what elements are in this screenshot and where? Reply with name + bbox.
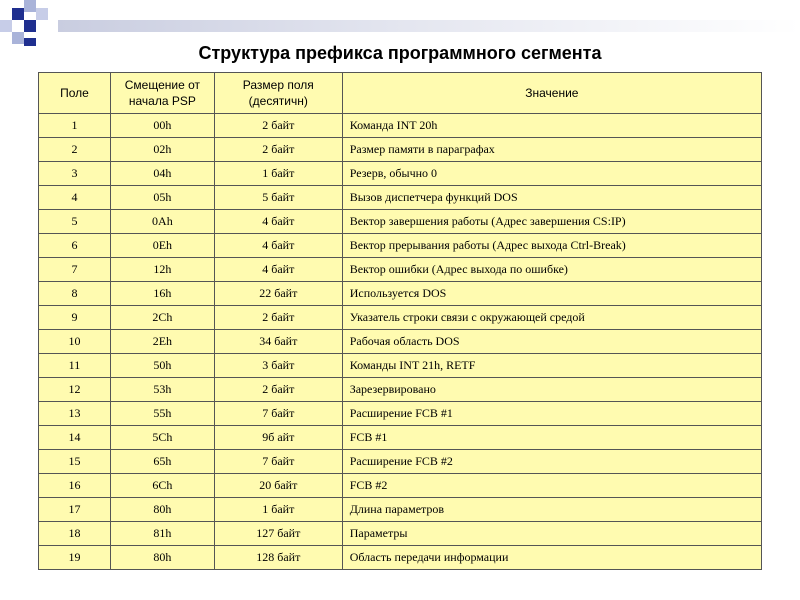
slide-title: Структура префикса программного сегмента [198,43,602,63]
cell-field: 5 [39,210,111,234]
cell-meaning: Зарезервировано [342,378,761,402]
table-header-row [39,73,762,114]
cell-size: 128 байт [214,546,342,570]
table-row [39,522,762,546]
table-row [39,450,762,474]
cell-size: 34 байт [214,330,342,354]
header-gradient-bar [58,20,800,32]
cell-size: 4 байт [214,258,342,282]
decor-square [24,20,36,32]
cell-size: 4 байт [214,234,342,258]
cell-meaning: Команда INT 20h [342,114,761,138]
cell-offset: 2Eh [110,330,214,354]
cell-offset: 50h [110,354,214,378]
table-row [39,234,762,258]
header-meaning: Значение [342,73,761,114]
cell-meaning: Расширение FCB #2 [342,450,761,474]
cell-offset: 81h [110,522,214,546]
table-row [39,426,762,450]
header-size: Размер поля (десятичн) [214,73,342,114]
cell-offset: 65h [110,450,214,474]
cell-field: 3 [39,162,111,186]
decor-square [0,20,12,32]
cell-field: 8 [39,282,111,306]
cell-offset: 80h [110,498,214,522]
cell-size: 20 байт [214,474,342,498]
cell-offset: 0Ah [110,210,214,234]
cell-size: 1 байт [214,498,342,522]
cell-offset: 2Ch [110,306,214,330]
cell-meaning: Параметры [342,522,761,546]
cell-offset: 0Eh [110,234,214,258]
cell-field: 17 [39,498,111,522]
cell-field: 4 [39,186,111,210]
cell-meaning: Указатель строки связи с окружающей средой [342,306,761,330]
table-row [39,210,762,234]
table-body [39,114,762,570]
cell-offset: 55h [110,402,214,426]
table-row [39,402,762,426]
cell-meaning: FCB #1 [342,426,761,450]
cell-field: 9 [39,306,111,330]
cell-meaning: Область передачи информации [342,546,761,570]
cell-meaning: Команды INT 21h, RETF [342,354,761,378]
header-field: Поле [39,73,111,114]
cell-size: 5 байт [214,186,342,210]
table-row [39,546,762,570]
cell-meaning: Используется DOS [342,282,761,306]
cell-field: 10 [39,330,111,354]
cell-size: 2 байт [214,114,342,138]
table-row [39,258,762,282]
cell-offset: 53h [110,378,214,402]
cell-size: 7 байт [214,402,342,426]
cell-meaning: Размер памяти в параграфах [342,138,761,162]
cell-size: 22 байт [214,282,342,306]
cell-meaning: Длина параметров [342,498,761,522]
cell-field: 14 [39,426,111,450]
cell-offset: 02h [110,138,214,162]
cell-size: 9б айт [214,426,342,450]
cell-field: 19 [39,546,111,570]
table-row [39,354,762,378]
table-row [39,378,762,402]
cell-size: 1 байт [214,162,342,186]
cell-meaning: Вызов диспетчера функций DOS [342,186,761,210]
decor-square [12,8,24,20]
cell-field: 11 [39,354,111,378]
cell-meaning: Расширение FCB #1 [342,402,761,426]
table-row [39,186,762,210]
decor-square [24,0,36,12]
cell-offset: 05h [110,186,214,210]
cell-field: 2 [39,138,111,162]
cell-offset: 16h [110,282,214,306]
cell-size: 127 байт [214,522,342,546]
cell-meaning: Резерв, обычно 0 [342,162,761,186]
psp-structure-table [38,72,762,570]
table-row [39,330,762,354]
cell-field: 7 [39,258,111,282]
cell-offset: 00h [110,114,214,138]
header-offset: Смещение от начала PSP [110,73,214,114]
table-row [39,138,762,162]
table-row [39,498,762,522]
cell-size: 2 байт [214,378,342,402]
cell-meaning: Рабочая область DOS [342,330,761,354]
cell-field: 18 [39,522,111,546]
cell-field: 1 [39,114,111,138]
cell-field: 6 [39,234,111,258]
cell-meaning: FCB #2 [342,474,761,498]
cell-field: 13 [39,402,111,426]
table-row [39,114,762,138]
cell-field: 16 [39,474,111,498]
cell-meaning: Вектор прерывания работы (Адрес выхода Ctrl-Break) [342,234,761,258]
cell-offset: 80h [110,546,214,570]
table-row [39,282,762,306]
cell-meaning: Вектор ошибки (Адрес выхода по ошибке) [342,258,761,282]
cell-size: 2 байт [214,306,342,330]
cell-size: 4 байт [214,210,342,234]
cell-size: 7 байт [214,450,342,474]
cell-meaning: Вектор завершения работы (Адрес завершения CS:IP) [342,210,761,234]
cell-size: 2 байт [214,138,342,162]
cell-offset: 5Ch [110,426,214,450]
decor-square [36,8,48,20]
cell-offset: 12h [110,258,214,282]
cell-field: 15 [39,450,111,474]
table-row [39,162,762,186]
cell-field: 12 [39,378,111,402]
cell-offset: 6Ch [110,474,214,498]
table-row [39,474,762,498]
table-row [39,306,762,330]
cell-offset: 04h [110,162,214,186]
cell-size: 3 байт [214,354,342,378]
